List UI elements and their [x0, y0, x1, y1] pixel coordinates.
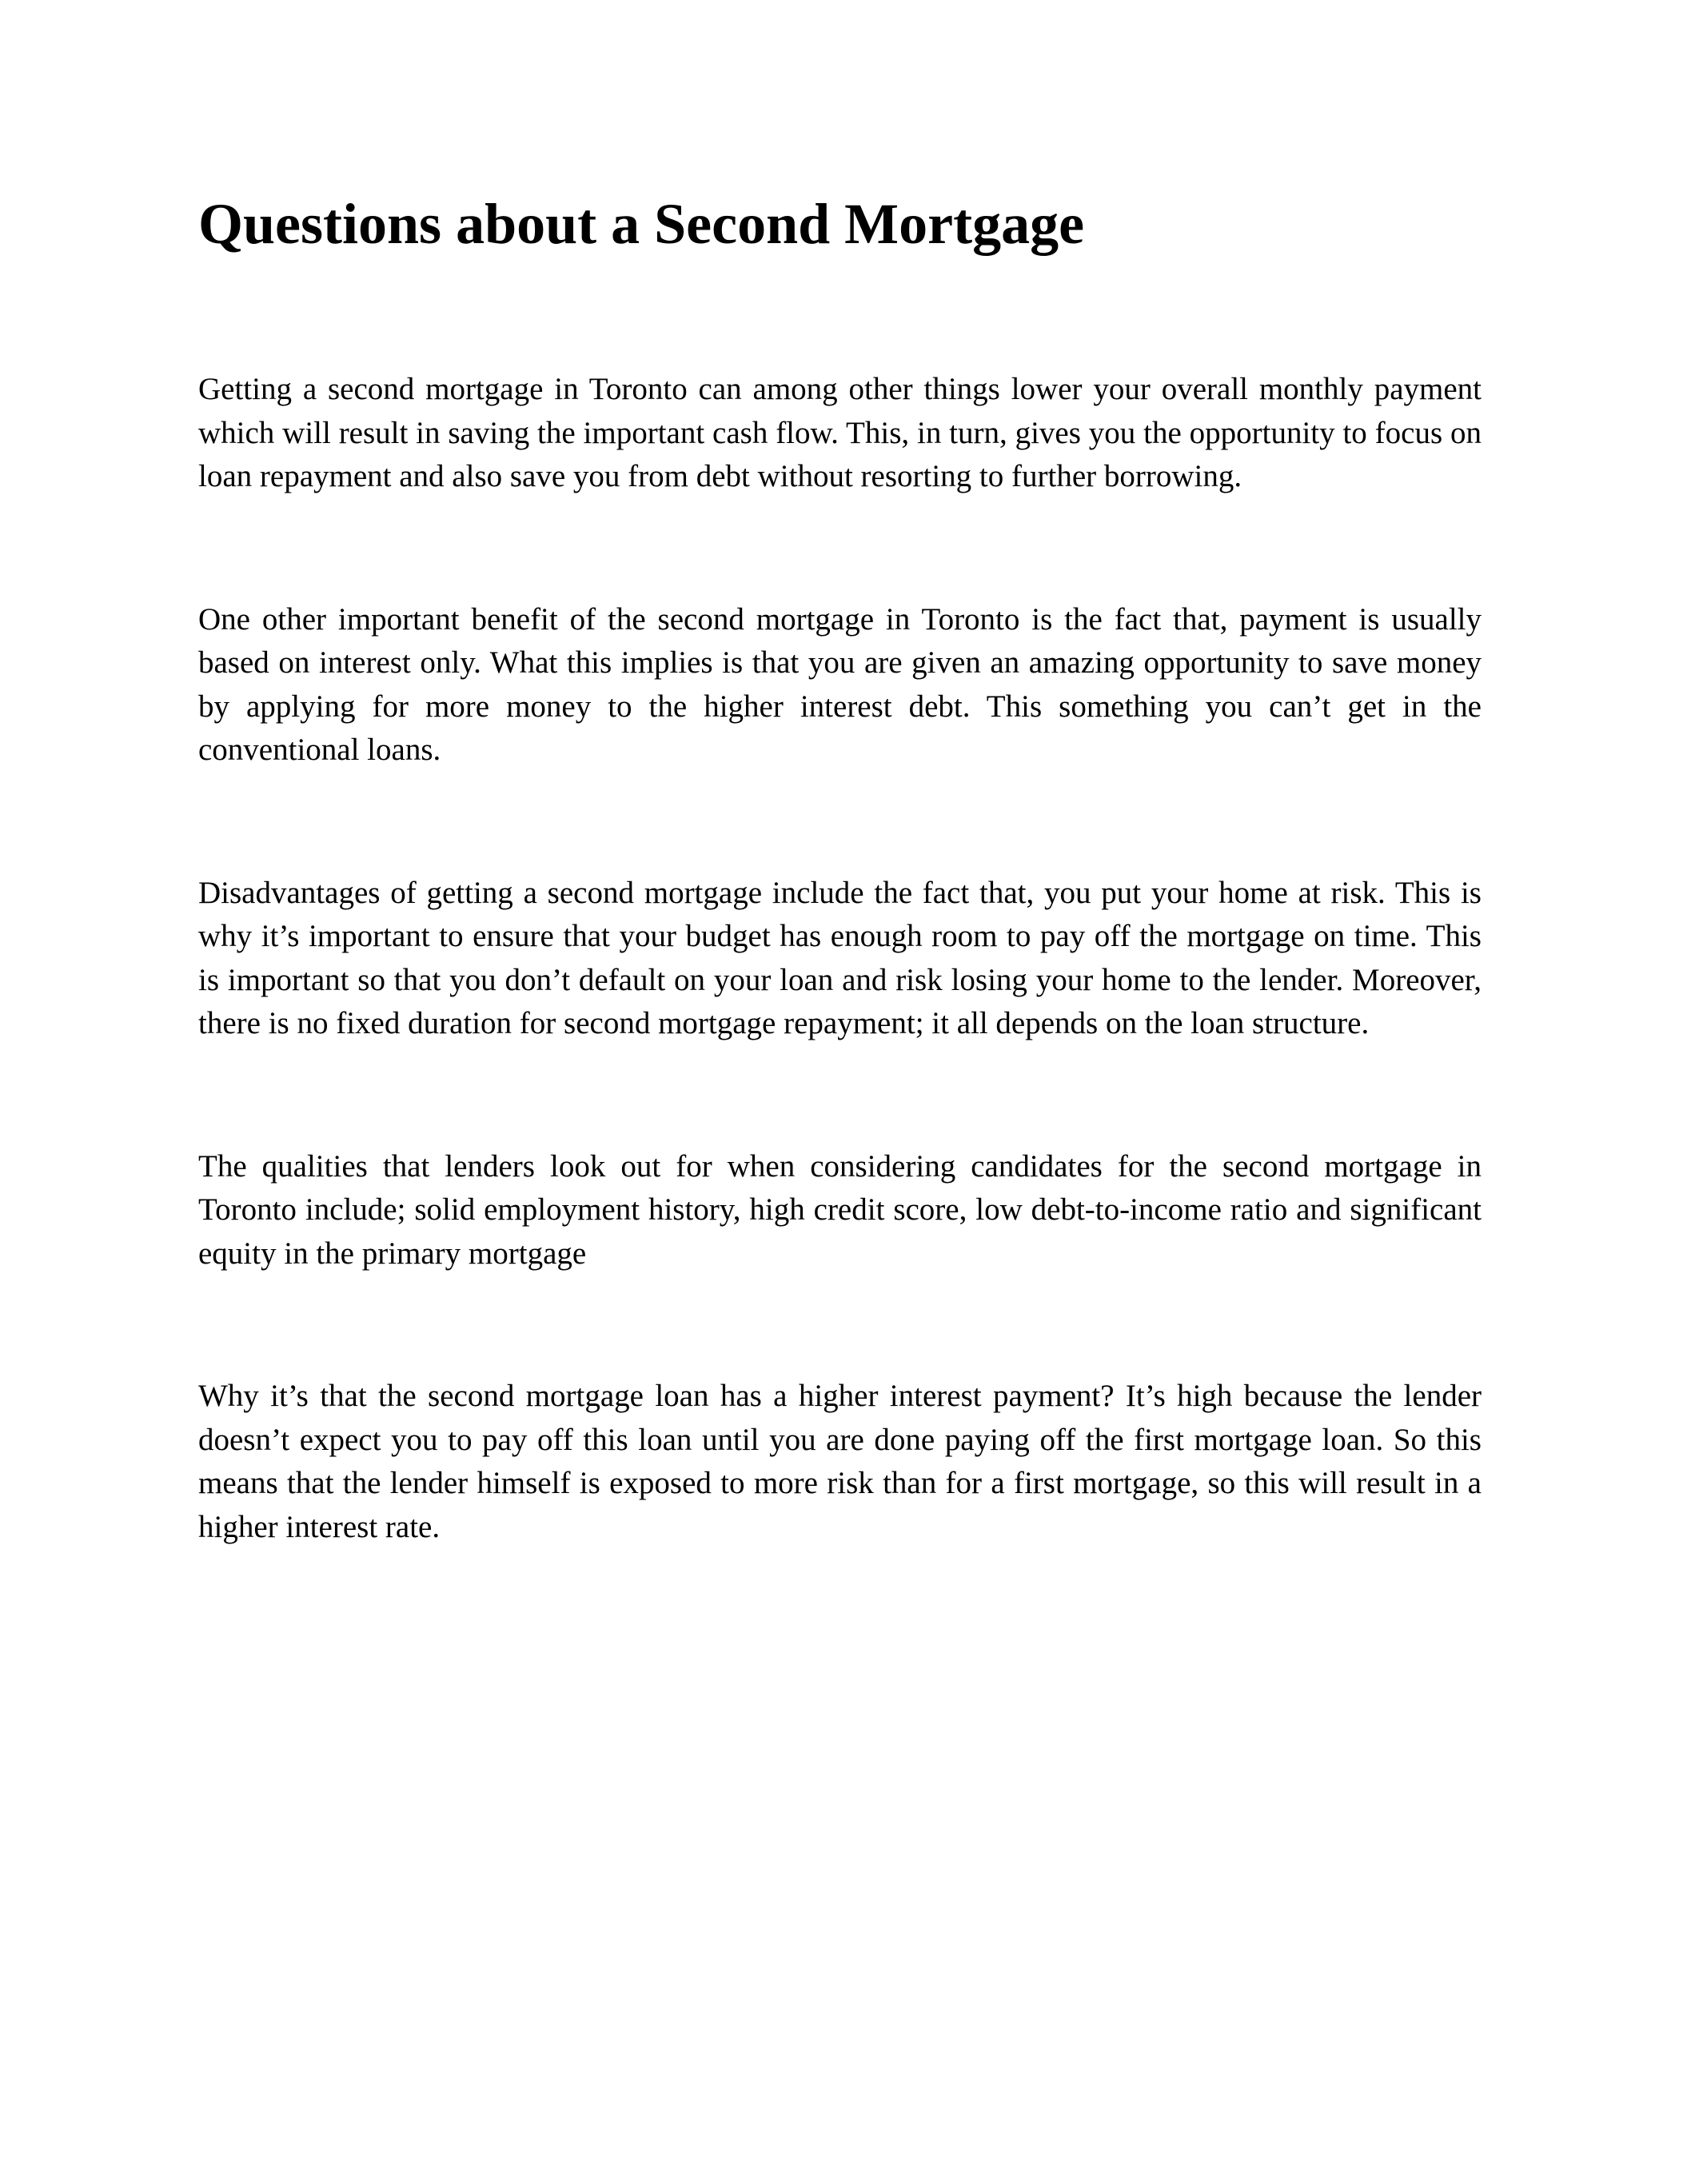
- paragraph-interest-only: One other important benefit of the second mortgage in Toronto is the fact that, payment is usually based on interest only. What this implies is that you are given an amazing opportunity to save money by applying for more money to the higher interest debt. This something you can’t get in the conventional loans.: [198, 601, 1482, 767]
- page-title: Questions about a Second Mortgage: [198, 192, 1085, 256]
- document-body: [198, 188, 1482, 1549]
- paragraph-lender-qualities: The qualities that lenders look out for when considering candidates for the second mortgage in Toronto include; solid employment history, high credit score, low debt-to-income ratio and significant equity in the primary mortgage: [198, 1148, 1482, 1271]
- paragraph-monthly-payment: Getting a second mortgage in Toronto can among other things lower your overall monthly payment which will result in saving the important cash flow. This, in turn, gives you the opportunity to focus on loan repayment and also save you from debt without resorting to further borrowing.: [198, 372, 1482, 493]
- paragraph-higher-interest: Why it’s that the second mortgage loan has a higher interest payment? It’s high because the lender doesn’t expect you to pay off this loan until you are done paying off the first mortgage loan. So this means that the lender himself is exposed to more risk than for a first mortgage, so this will result in a higher interest rate.: [198, 1379, 1482, 1544]
- paragraph-disadvantages: Disadvantages of getting a second mortgage include the fact that, you put your home at risk. This is why it’s important to ensure that your budget has enough room to pay off the mortgage on time. This is important so that you don’t default on your loan and risk losing your home to the lender. Moreover, there is no fixed duration for second mortgage repayment; it all depends on the loan structure.: [198, 875, 1482, 1040]
